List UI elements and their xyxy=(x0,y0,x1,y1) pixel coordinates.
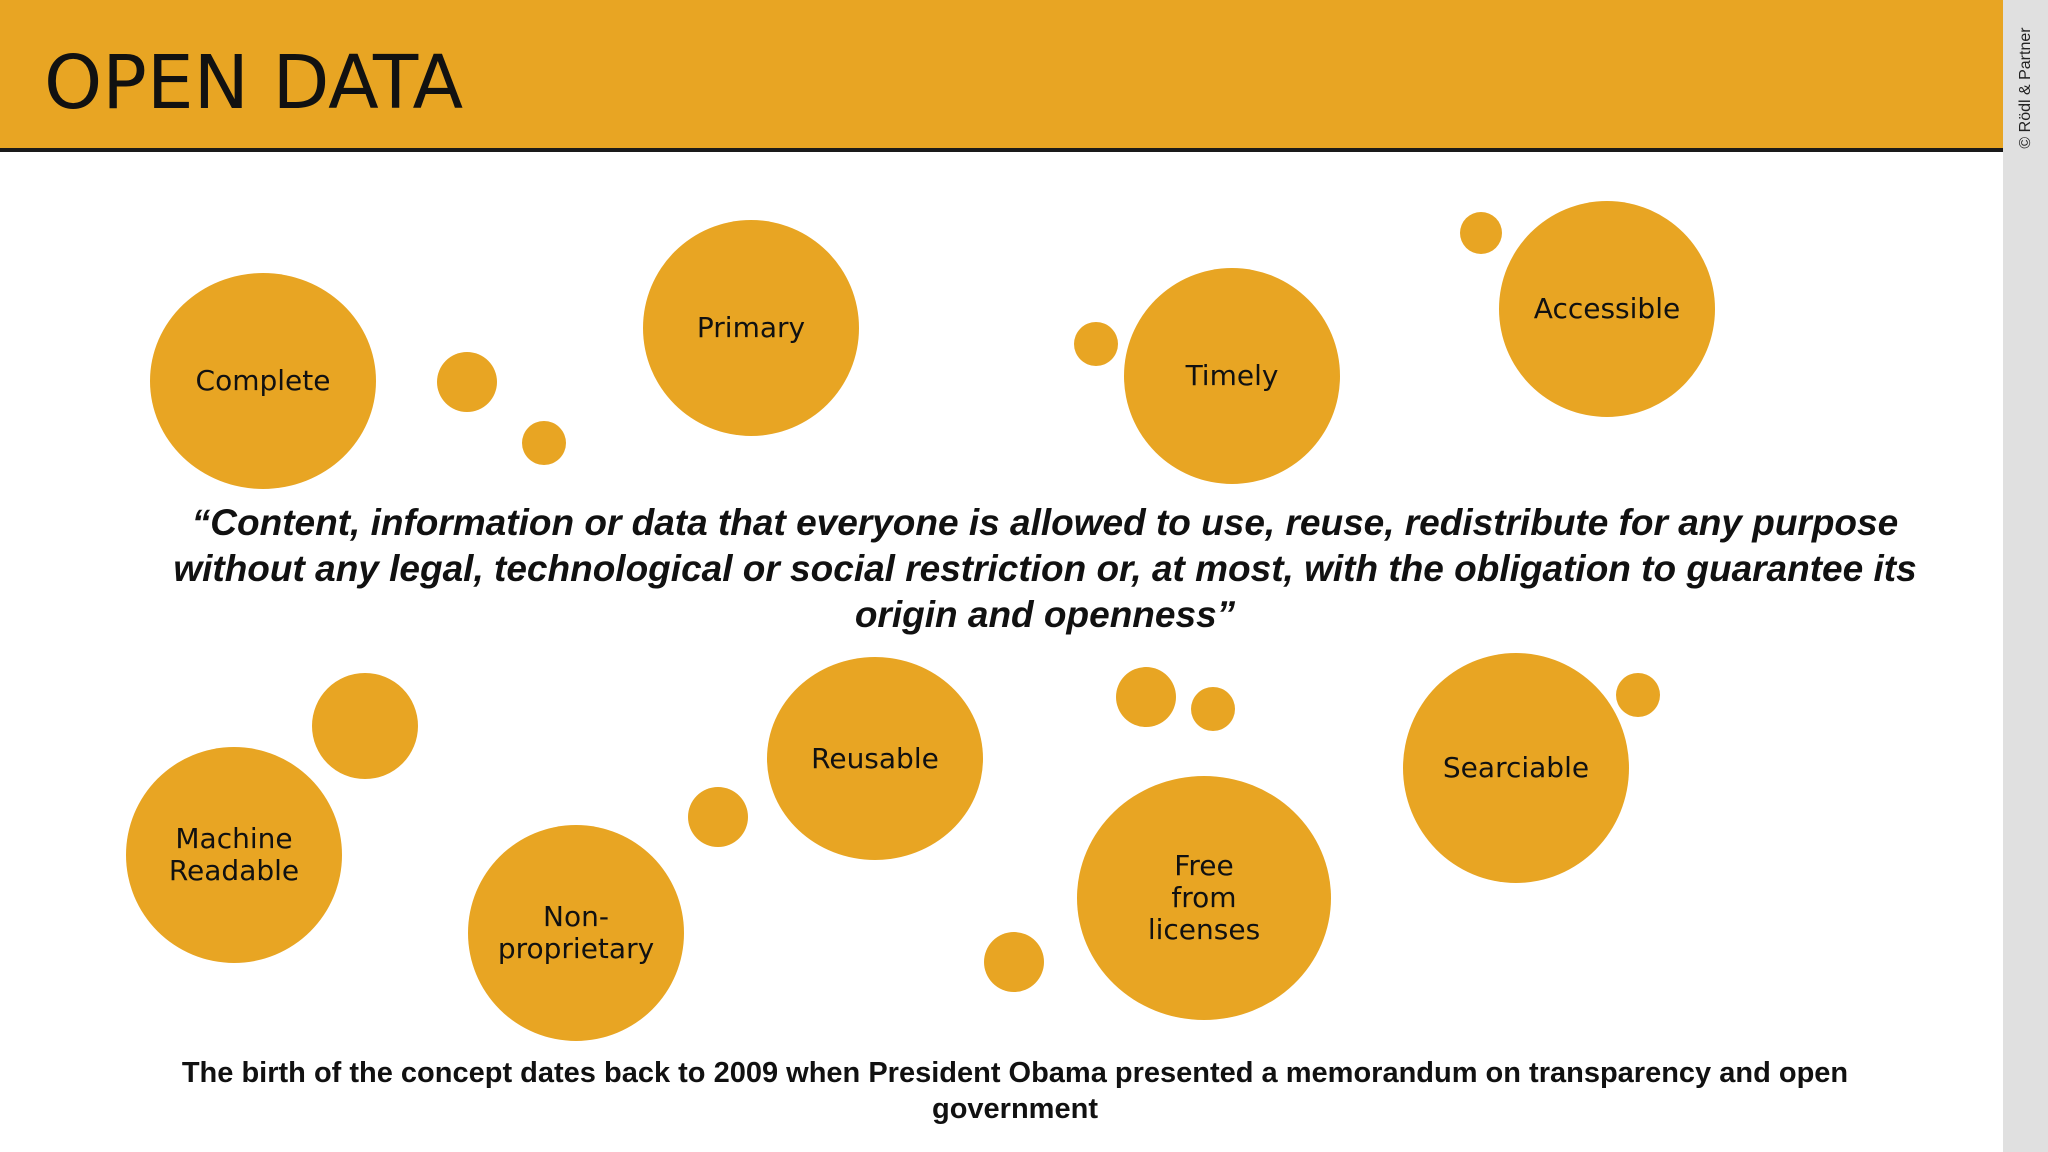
decorative-dot xyxy=(1074,322,1118,366)
principle-label: Reusable xyxy=(811,741,939,775)
principle-circle-reusable xyxy=(767,657,983,860)
decorative-dot xyxy=(312,673,418,779)
decorative-dot xyxy=(688,787,748,847)
principle-label: Accessible xyxy=(1533,292,1681,325)
decorative-dot xyxy=(1191,687,1235,731)
principle-circle-non-proprietary xyxy=(468,825,684,1041)
copyright-notice: © Rödl & Partner xyxy=(2017,27,2034,149)
principle-label: Non- proprietary xyxy=(497,900,655,965)
principle-label: Machine Readable xyxy=(168,822,300,887)
side-strip xyxy=(2003,0,2048,1152)
principle-circle-timely xyxy=(1124,268,1340,484)
principle-circle-complete xyxy=(150,273,376,489)
footer-note: The birth of the concept dates back to 2009 when President Obama presented a memorandum on transparency and open government xyxy=(181,1057,1849,1125)
decorative-dot xyxy=(437,352,497,412)
principle-label: Complete xyxy=(195,364,331,397)
principle-circle-free-from-licenses xyxy=(1077,776,1331,1020)
decorative-dot xyxy=(1616,673,1660,717)
definition-quote: “Content, information or data that everyone is allowed to use, reuse, redistribute for any purpose without any legal, technological or social restriction or, at most, with the obligation to guarantee its origin and openness” xyxy=(173,502,1917,635)
principle-label: Primary xyxy=(696,311,806,344)
principle-circle-primary xyxy=(643,220,859,436)
header-rule xyxy=(0,148,2003,152)
decorative-dot xyxy=(522,421,566,465)
principle-circle-accessible xyxy=(1499,201,1715,417)
principle-label: Searciable xyxy=(1442,751,1590,784)
decorative-dot xyxy=(984,932,1044,992)
slide-title: OPEN DATA xyxy=(44,40,464,126)
principle-label: Free from licenses xyxy=(1147,849,1261,946)
decorative-dot xyxy=(1116,667,1176,727)
principle-label: Timely xyxy=(1185,359,1279,392)
decorative-dot xyxy=(1460,212,1502,254)
principle-circle-machine-readable xyxy=(126,747,342,963)
principle-circle-searchable xyxy=(1403,653,1629,883)
